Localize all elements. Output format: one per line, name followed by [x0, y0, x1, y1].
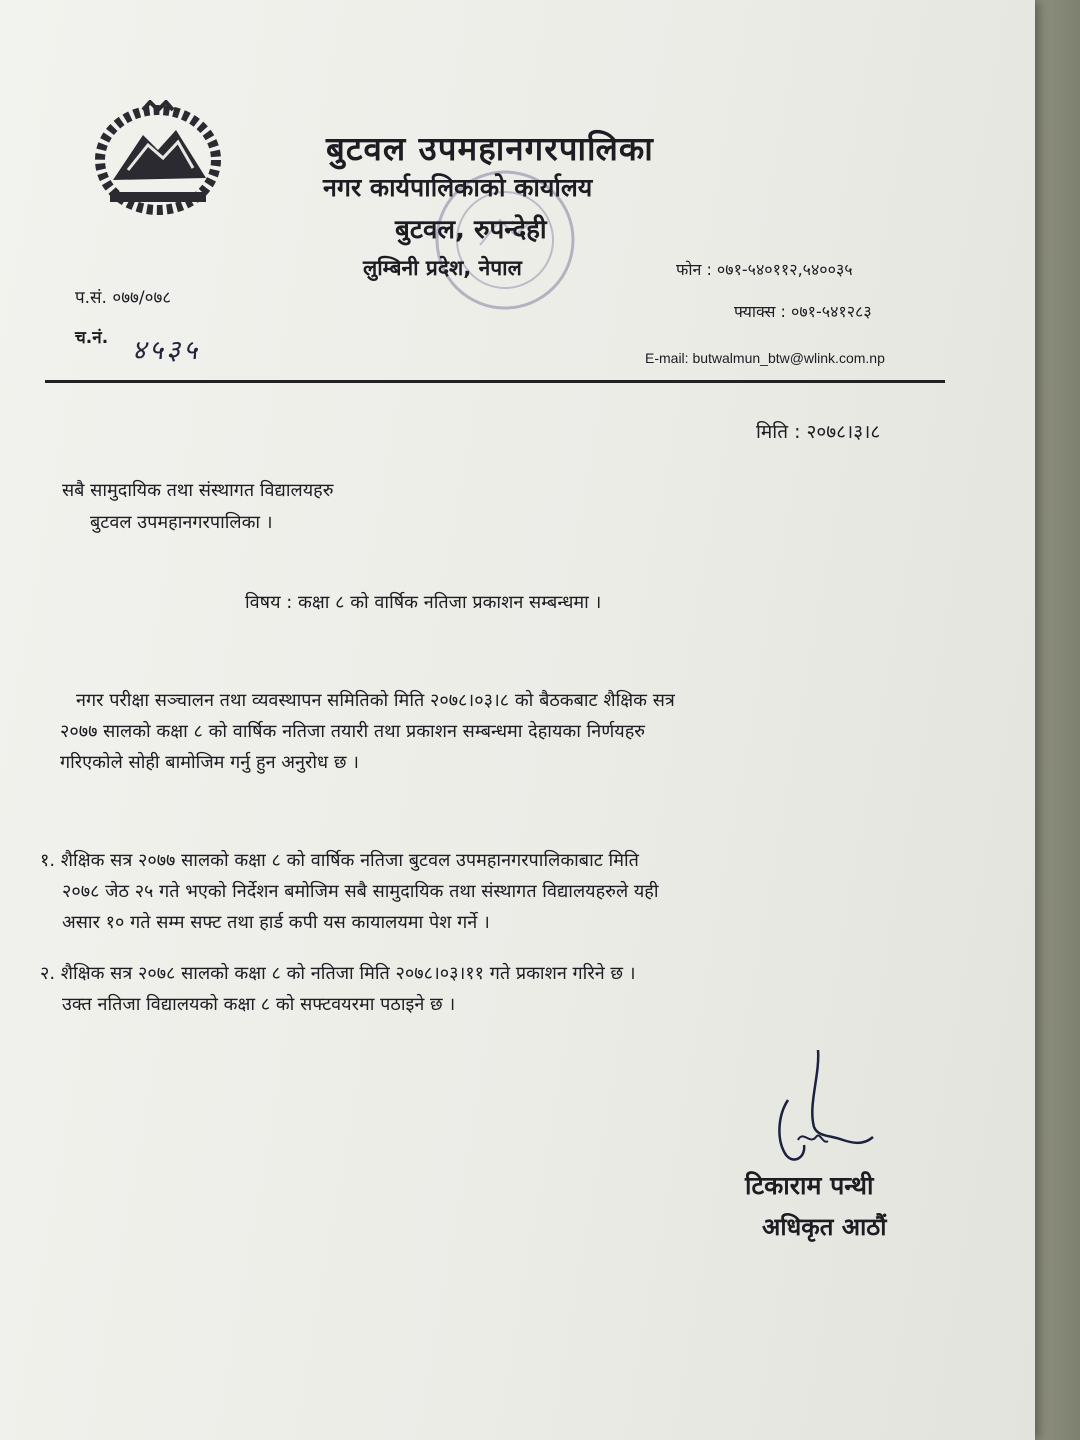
point-2-line-1: २. शैक्षिक सत्र २०७८ सालको कक्षा ८ को नतिजा मिति २०७८।०३।११ गते प्रकाशन गरिने छ ।	[40, 963, 636, 984]
point-1-line-2: २०७८ जेठ २५ गते भएको निर्देशन बमोजिम सबै सामुदायिक तथा संस्थागत विद्यालयहरुले यही	[62, 881, 659, 902]
email-address: E-mail: butwalmun_btw@wlink.com.np	[645, 350, 885, 366]
decision-point-1	[40, 845, 920, 938]
point-1-line-3: असार १० गते सम्म सफ्ट तथा हार्ड कपी यस कायालयमा पेश गर्ने ।	[62, 912, 490, 933]
header-divider	[45, 380, 945, 383]
office-province: लुम्बिनी प्रदेश, नेपाल	[363, 256, 522, 280]
decision-point-2	[40, 958, 920, 1020]
government-emblem-icon	[88, 100, 228, 220]
signatory-name: टिकाराम पन्थी	[745, 1171, 874, 1200]
dispatch-label: च.नं.	[75, 328, 109, 348]
addressee-line-1: सबै सामुदायिक तथा संस्थागत विद्यालयहरु	[62, 480, 334, 501]
fax-number: फ्याक्स : ०७१-५४१२८३	[734, 302, 872, 321]
office-name: नगर कार्यपालिकाको कार्यालय	[323, 173, 593, 202]
signature	[748, 1045, 888, 1170]
letter-date: मिति : २०७८।३।८	[756, 421, 881, 443]
signatory-title: अधिकृत आठौं	[762, 1213, 887, 1241]
body-line-1: नगर परीक्षा सञ्चालन तथा व्यवस्थापन समितिको मिति २०७८।०३।८ को बैठकबाट शैक्षिक सत्र	[76, 690, 675, 711]
dispatch-number-handwritten: ४५३५	[132, 335, 201, 366]
point-2-line-2: उक्त नतिजा विद्यालयको कक्षा ८ को सफ्टवयरमा पठाइने छ ।	[62, 994, 456, 1015]
addressee-line-2: बुटवल उपमहानगरपालिका ।	[90, 512, 273, 533]
org-name: बुटवल उपमहानगरपालिका	[326, 129, 654, 168]
office-location: बुटवल, रुपन्देही	[395, 215, 547, 245]
phone-number: फोन : ०७१-५४०११२,५४००३५	[676, 260, 853, 279]
body-paragraph	[60, 685, 920, 778]
letter-subject: विषय : कक्षा ८ को वार्षिक नतिजा प्रकाशन सम्बन्धमा ।	[245, 592, 602, 613]
letter-reference-number: प.सं. ०७७/०७८	[75, 288, 172, 308]
point-1-line-1: १. शैक्षिक सत्र २०७७ सालको कक्षा ८ को वार्षिक नतिजा बुटवल उपमहानगरपालिकाबाट मिति	[40, 850, 639, 871]
body-line-2: २०७७ सालको कक्षा ८ को वार्षिक नतिजा तयारी तथा प्रकाशन सम्बन्धमा देहायका निर्णयहरु	[60, 721, 646, 742]
body-line-3: गरिएकोले सोही बामोजिम गर्नु हुन अनुरोध छ ।	[60, 752, 359, 773]
